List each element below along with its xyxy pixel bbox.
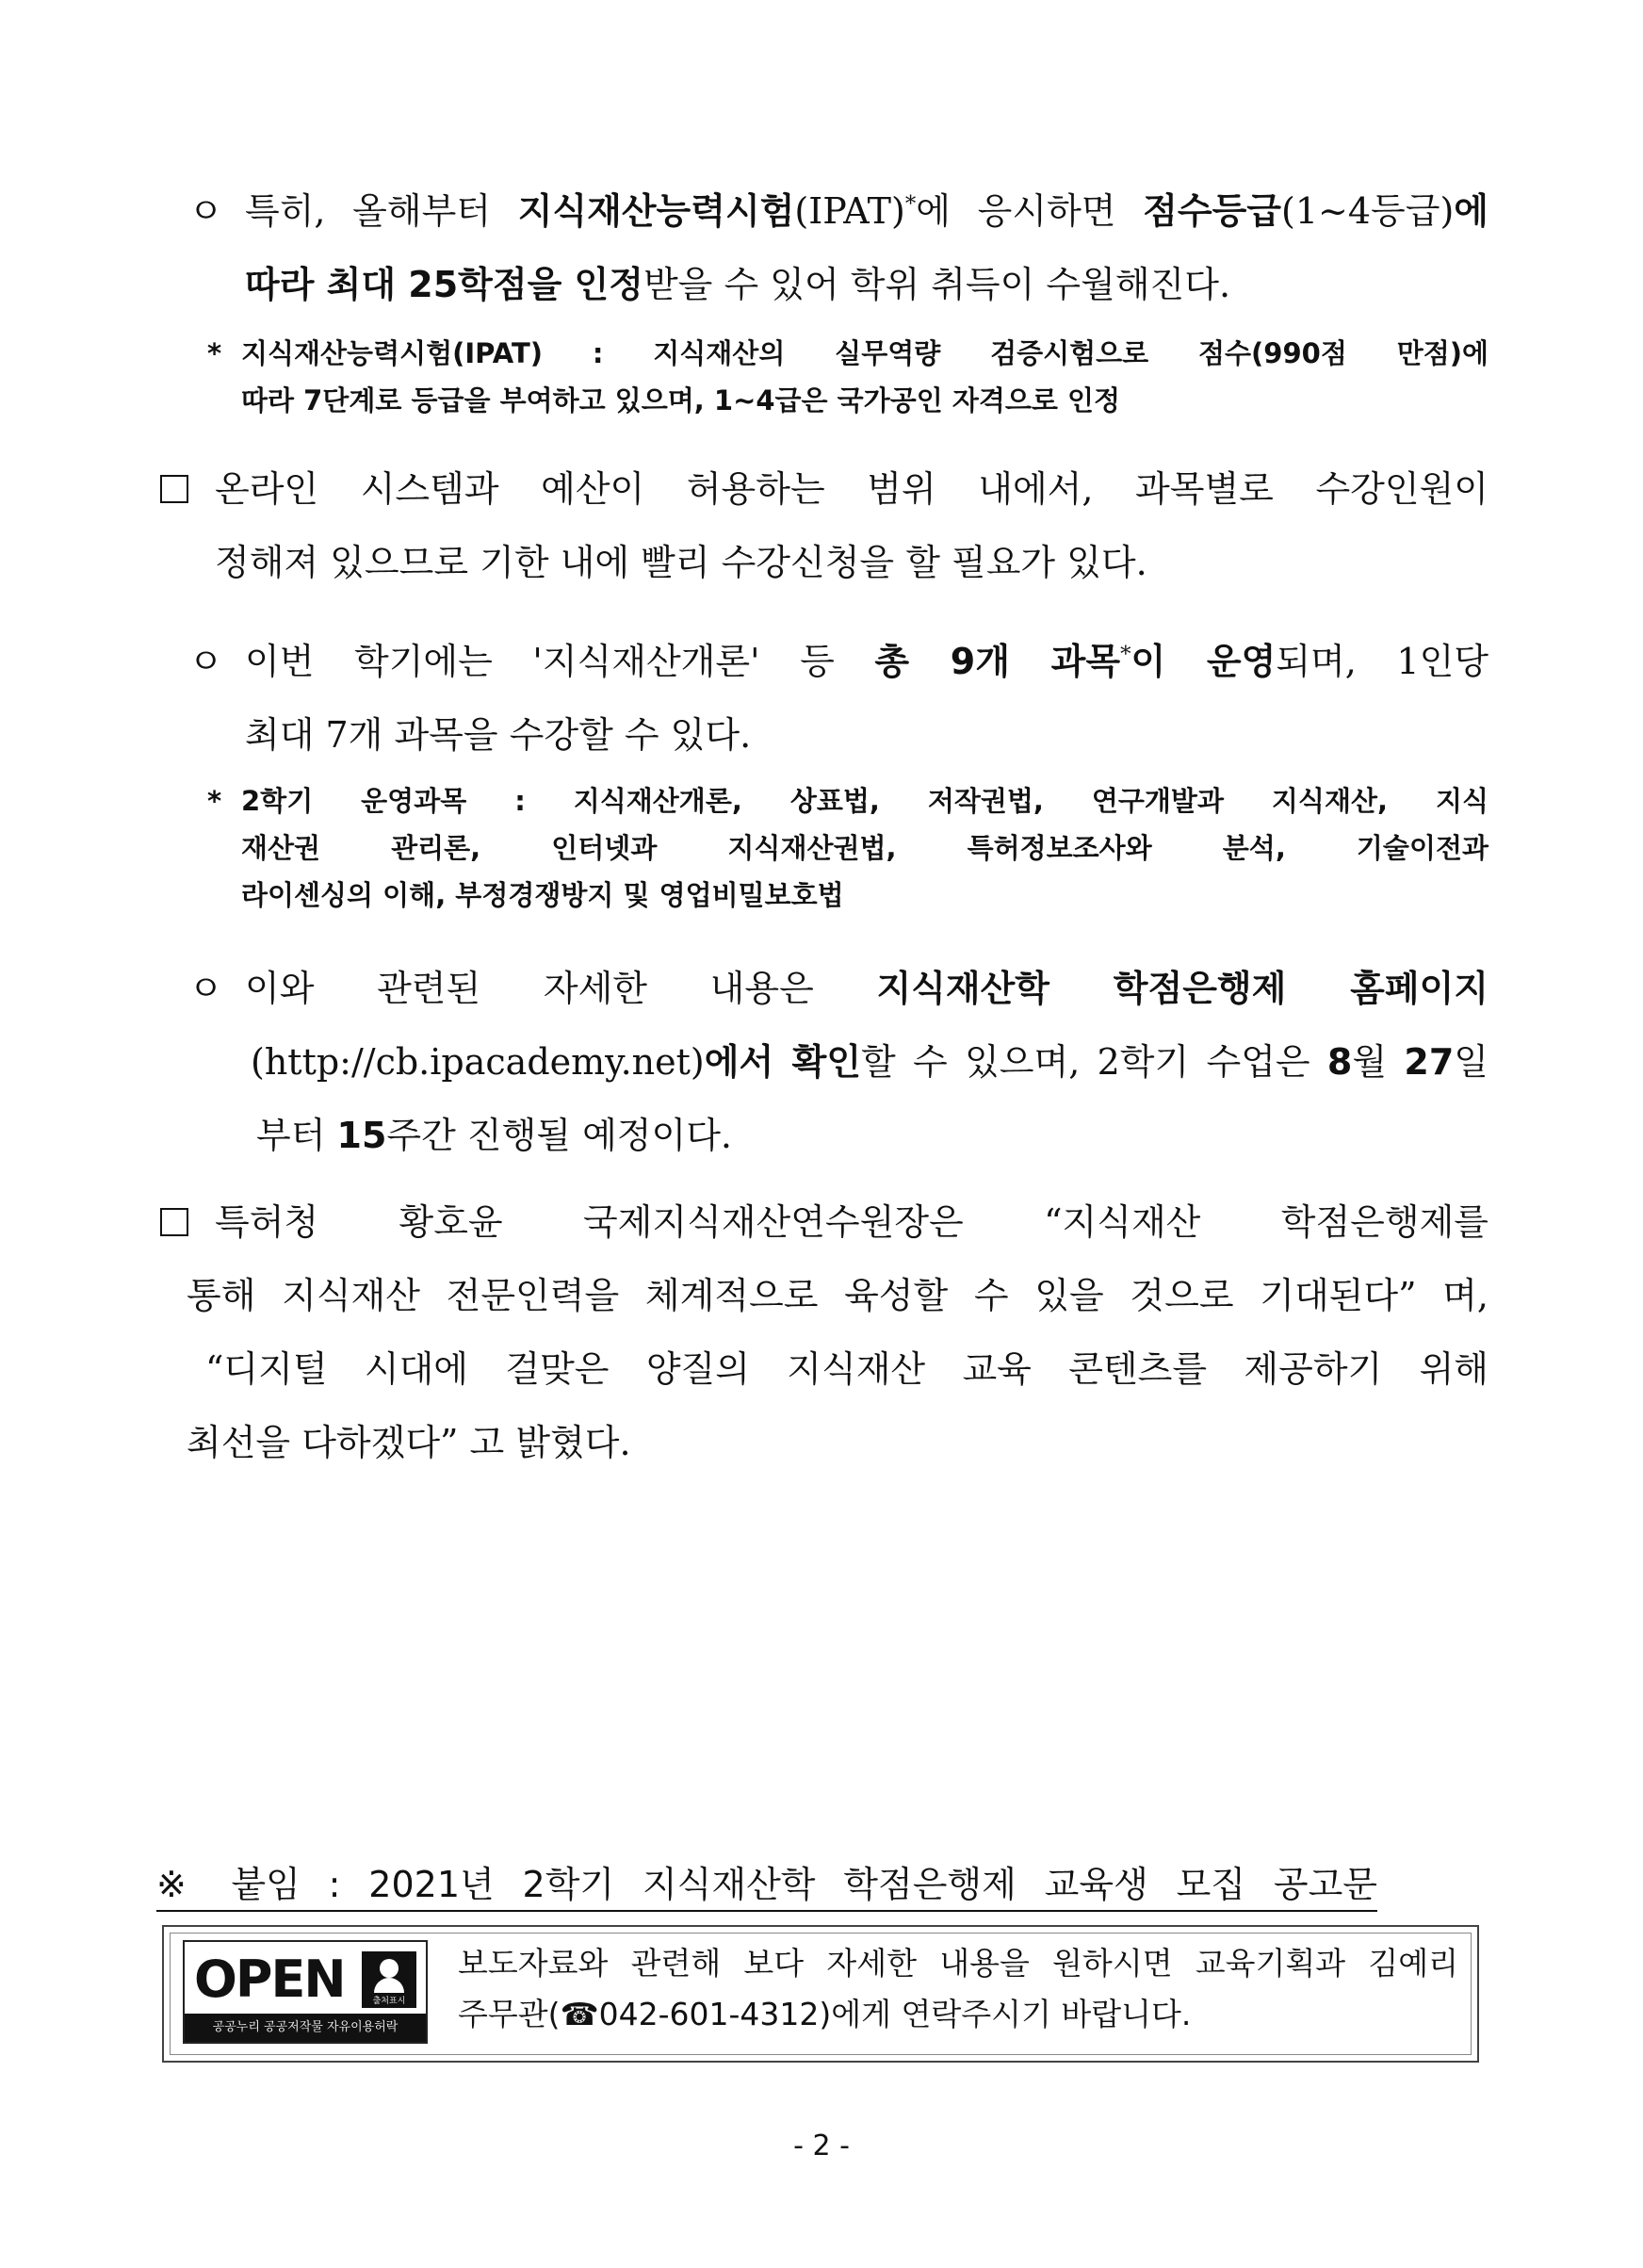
note-line: 따라 7단계로 등급을 부여하고 있으며, 1~4급은 국가공인 자격으로 인정 xyxy=(241,384,1120,416)
paragraph-line: “디지털 시대에 걸맞은 양질의 지식재산 교육 콘텐츠를 제공하기 위해 xyxy=(205,1348,1488,1390)
contact-box xyxy=(162,1925,1479,2063)
asterisk-marker: * xyxy=(207,785,222,817)
paragraph-line: 통해 지식재산 전문인력을 체계적으로 육성할 수 있을 것으로 기대된다” 며, xyxy=(187,1275,1488,1316)
logo-caption: 공공누리 공공저작물 자유이용허락 xyxy=(185,2014,426,2042)
note-line: 지식재산능력시험(IPAT) : 지식재산의 실무역량 검증시험으로 점수(990점 만점)에 xyxy=(241,337,1488,369)
kogl-open-logo xyxy=(183,1940,428,2044)
section-director-quote xyxy=(158,1185,1488,1479)
contact-text xyxy=(458,1938,1458,2040)
paragraph-line: 이와 관련된 자세한 내용은 지식재산학 학점은행제 홈페이지 xyxy=(245,968,1488,1009)
attachment-note: ※ 붙임 : 2021년 2학기 지식재산학 학점은행제 교육생 모집 공고문 xyxy=(156,1861,1377,1912)
contact-line: 보도자료와 관련해 보다 자세한 내용을 원하시면 교육기획과 김예리 xyxy=(458,1945,1458,1982)
checkbox-square-marker xyxy=(160,1208,188,1236)
attribution-person-icon xyxy=(362,1951,416,2008)
logo-wordmark: OPEN xyxy=(194,1950,345,2009)
paragraph-ipat-credit xyxy=(188,174,1488,321)
paragraph-line: 이번 학기에는 '지식재산개론' 등 총 9개 과목*이 운영되며, 1인당 xyxy=(245,641,1488,682)
circle-bullet: ㅇ xyxy=(188,968,223,1009)
paragraph-line: 최선을 다하겠다” 고 밝혔다. xyxy=(187,1422,631,1463)
checkbox-square-marker xyxy=(160,475,188,503)
logo-badge-label: 출처표시 xyxy=(372,1997,406,2006)
circle-bullet: ㅇ xyxy=(188,641,223,682)
note-line: 라이센싱의 이해, 부정경쟁방지 및 영업비밀보호법 xyxy=(241,879,844,911)
contact-line: 주무관(☎042-601-4312)에게 연락주시기 바랍니다. xyxy=(458,1996,1192,2032)
paragraph-course-count xyxy=(188,625,1488,772)
paragraph-line: 따라 최대 25학점을 인정받을 수 있어 학위 취득이 수월해진다. xyxy=(245,264,1231,305)
section-enrollment-limit xyxy=(158,452,1488,599)
note-line: 재산권 관리론, 인터넷과 지식재산권법, 특허정보조사와 분석, 기술이전과 xyxy=(241,832,1488,864)
footnote-courses xyxy=(207,777,1488,919)
asterisk-marker: * xyxy=(207,337,222,369)
paragraph-line: 온라인 시스템과 예산이 허용하는 범위 내에서, 과목별로 수강인원이 xyxy=(215,468,1488,510)
paragraph-line: 특히, 올해부터 지식재산능력시험(IPAT)*에 응시하면 점수등급(1~4등급)에 xyxy=(245,190,1488,232)
paragraph-line: (http://cb.ipacademy.net)에서 확인할 수 있으며, 2학기 수업은 8월 27일 xyxy=(251,1041,1488,1083)
paragraph-line: 부터 15주간 진행될 예정이다. xyxy=(256,1115,733,1156)
footnote-ipat xyxy=(207,330,1488,424)
circle-bullet: ㅇ xyxy=(188,190,223,232)
note-line: 2학기 운영과목 : 지식재산개론, 상표법, 저작권법, 연구개발과 지식재산, 지식 xyxy=(241,785,1488,817)
paragraph-line: 특허청 황호윤 국제지식재산연수원장은 “지식재산 학점은행제를 xyxy=(215,1201,1488,1243)
paragraph-homepage-info xyxy=(188,952,1488,1172)
paragraph-line: 정해져 있으므로 기한 내에 빨리 수강신청을 할 필요가 있다. xyxy=(215,542,1147,583)
paragraph-line: 최대 7개 과목을 수강할 수 있다. xyxy=(245,714,752,756)
page-number: - 2 - xyxy=(793,2129,850,2162)
